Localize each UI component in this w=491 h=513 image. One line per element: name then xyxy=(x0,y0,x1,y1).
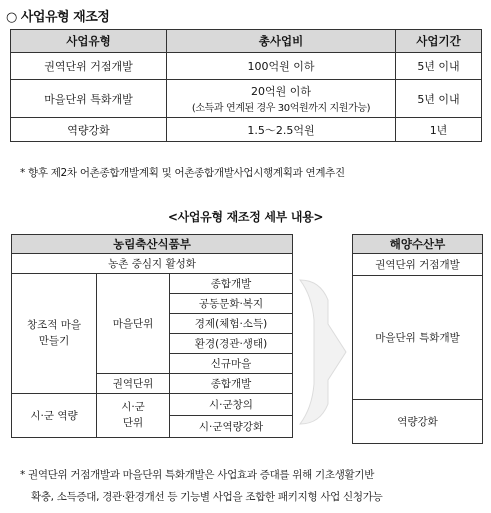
type-cell: 권역단위 거점개발 xyxy=(11,53,167,80)
period-cell: 5년 이내 xyxy=(396,80,482,118)
type-cell: 마을단위 특화개발 xyxy=(11,80,167,118)
footnote-linkage: * 향후 제2차 어촌종합개발계획 및 어촌종합개발사업시행계획과 연계추진 xyxy=(20,167,345,179)
capacity-building-cell: 역량강화 xyxy=(353,400,483,444)
creative-village-cell: 창조적 마을 만들기 xyxy=(12,274,97,394)
footnote-package-line1: * 권역단위 거점개발과 마을단위 특화개발은 사업효과 증대를 위해 기초생활기반 xyxy=(20,469,375,481)
table-header-row xyxy=(353,235,483,254)
table-row xyxy=(11,118,482,142)
footnote-package-line2: 확충, 소득증대, 경관·환경개선 등 기능별 사업을 조합한 패키지형 사업 신청가능 xyxy=(31,491,383,503)
ministry-header: 농림축산식품부 xyxy=(12,235,293,254)
table-header-row xyxy=(12,235,293,254)
city-unit-cell: 시·군 단위 xyxy=(97,394,170,438)
village-item-cell: 공동문화·복지 xyxy=(170,294,293,314)
oceans-ministry-table xyxy=(352,234,483,444)
circle-bullet-icon: ○ xyxy=(6,10,17,25)
cost-cell: 1.5～2.5억원 xyxy=(167,118,396,142)
section-heading xyxy=(6,6,109,25)
table-row xyxy=(12,394,293,416)
table-row xyxy=(11,80,482,118)
ministry-header: 해양수산부 xyxy=(353,235,483,254)
center-revitalization-cell: 농촌 중심지 활성화 xyxy=(12,254,293,274)
cost-value: 20억원 이하 xyxy=(251,85,311,98)
village-item-cell: 신규마을 xyxy=(170,354,293,374)
city-capacity-cell: 시·군 역량 xyxy=(12,394,97,438)
village-item-cell: 종합개발 xyxy=(170,274,293,294)
region-hub-cell: 권역단위 거점개발 xyxy=(353,254,483,276)
table-header-row xyxy=(11,30,482,53)
period-cell: 1년 xyxy=(396,118,482,142)
column-header-type: 사업유형 xyxy=(11,30,167,53)
city-item-cell: 시·군창의 xyxy=(170,394,293,416)
cost-cell xyxy=(167,80,396,118)
agriculture-ministry-table xyxy=(11,234,293,438)
cost-cell: 100억원 이하 xyxy=(167,53,396,80)
table-row xyxy=(353,276,483,400)
section-heading-text: 사업유형 재조정 xyxy=(20,10,110,25)
column-header-cost: 총사업비 xyxy=(167,30,396,53)
table-row xyxy=(12,274,293,294)
village-unit-cell: 마을단위 xyxy=(97,274,170,374)
village-item-cell: 경제(체험·소득) xyxy=(170,314,293,334)
city-item-cell: 시·군역량강화 xyxy=(170,416,293,438)
region-item-cell: 종합개발 xyxy=(170,374,293,394)
detail-title: <사업유형 재조정 세부 내용> xyxy=(167,210,324,224)
table-row xyxy=(11,53,482,80)
type-cell: 역량강화 xyxy=(11,118,167,142)
cost-note: (소득과 연계된 경우 30억원까지 지원가능) xyxy=(191,103,371,114)
table-row xyxy=(353,254,483,276)
village-item-cell: 환경(경관·생태) xyxy=(170,334,293,354)
column-header-period: 사업기간 xyxy=(396,30,482,53)
business-type-table xyxy=(10,29,482,142)
region-unit-cell: 권역단위 xyxy=(97,374,170,394)
table-row xyxy=(12,254,293,274)
transition-arrow-icon xyxy=(298,252,350,452)
table-row xyxy=(353,400,483,444)
village-specialized-cell: 마을단위 특화개발 xyxy=(353,276,483,400)
period-cell: 5년 이내 xyxy=(396,53,482,80)
